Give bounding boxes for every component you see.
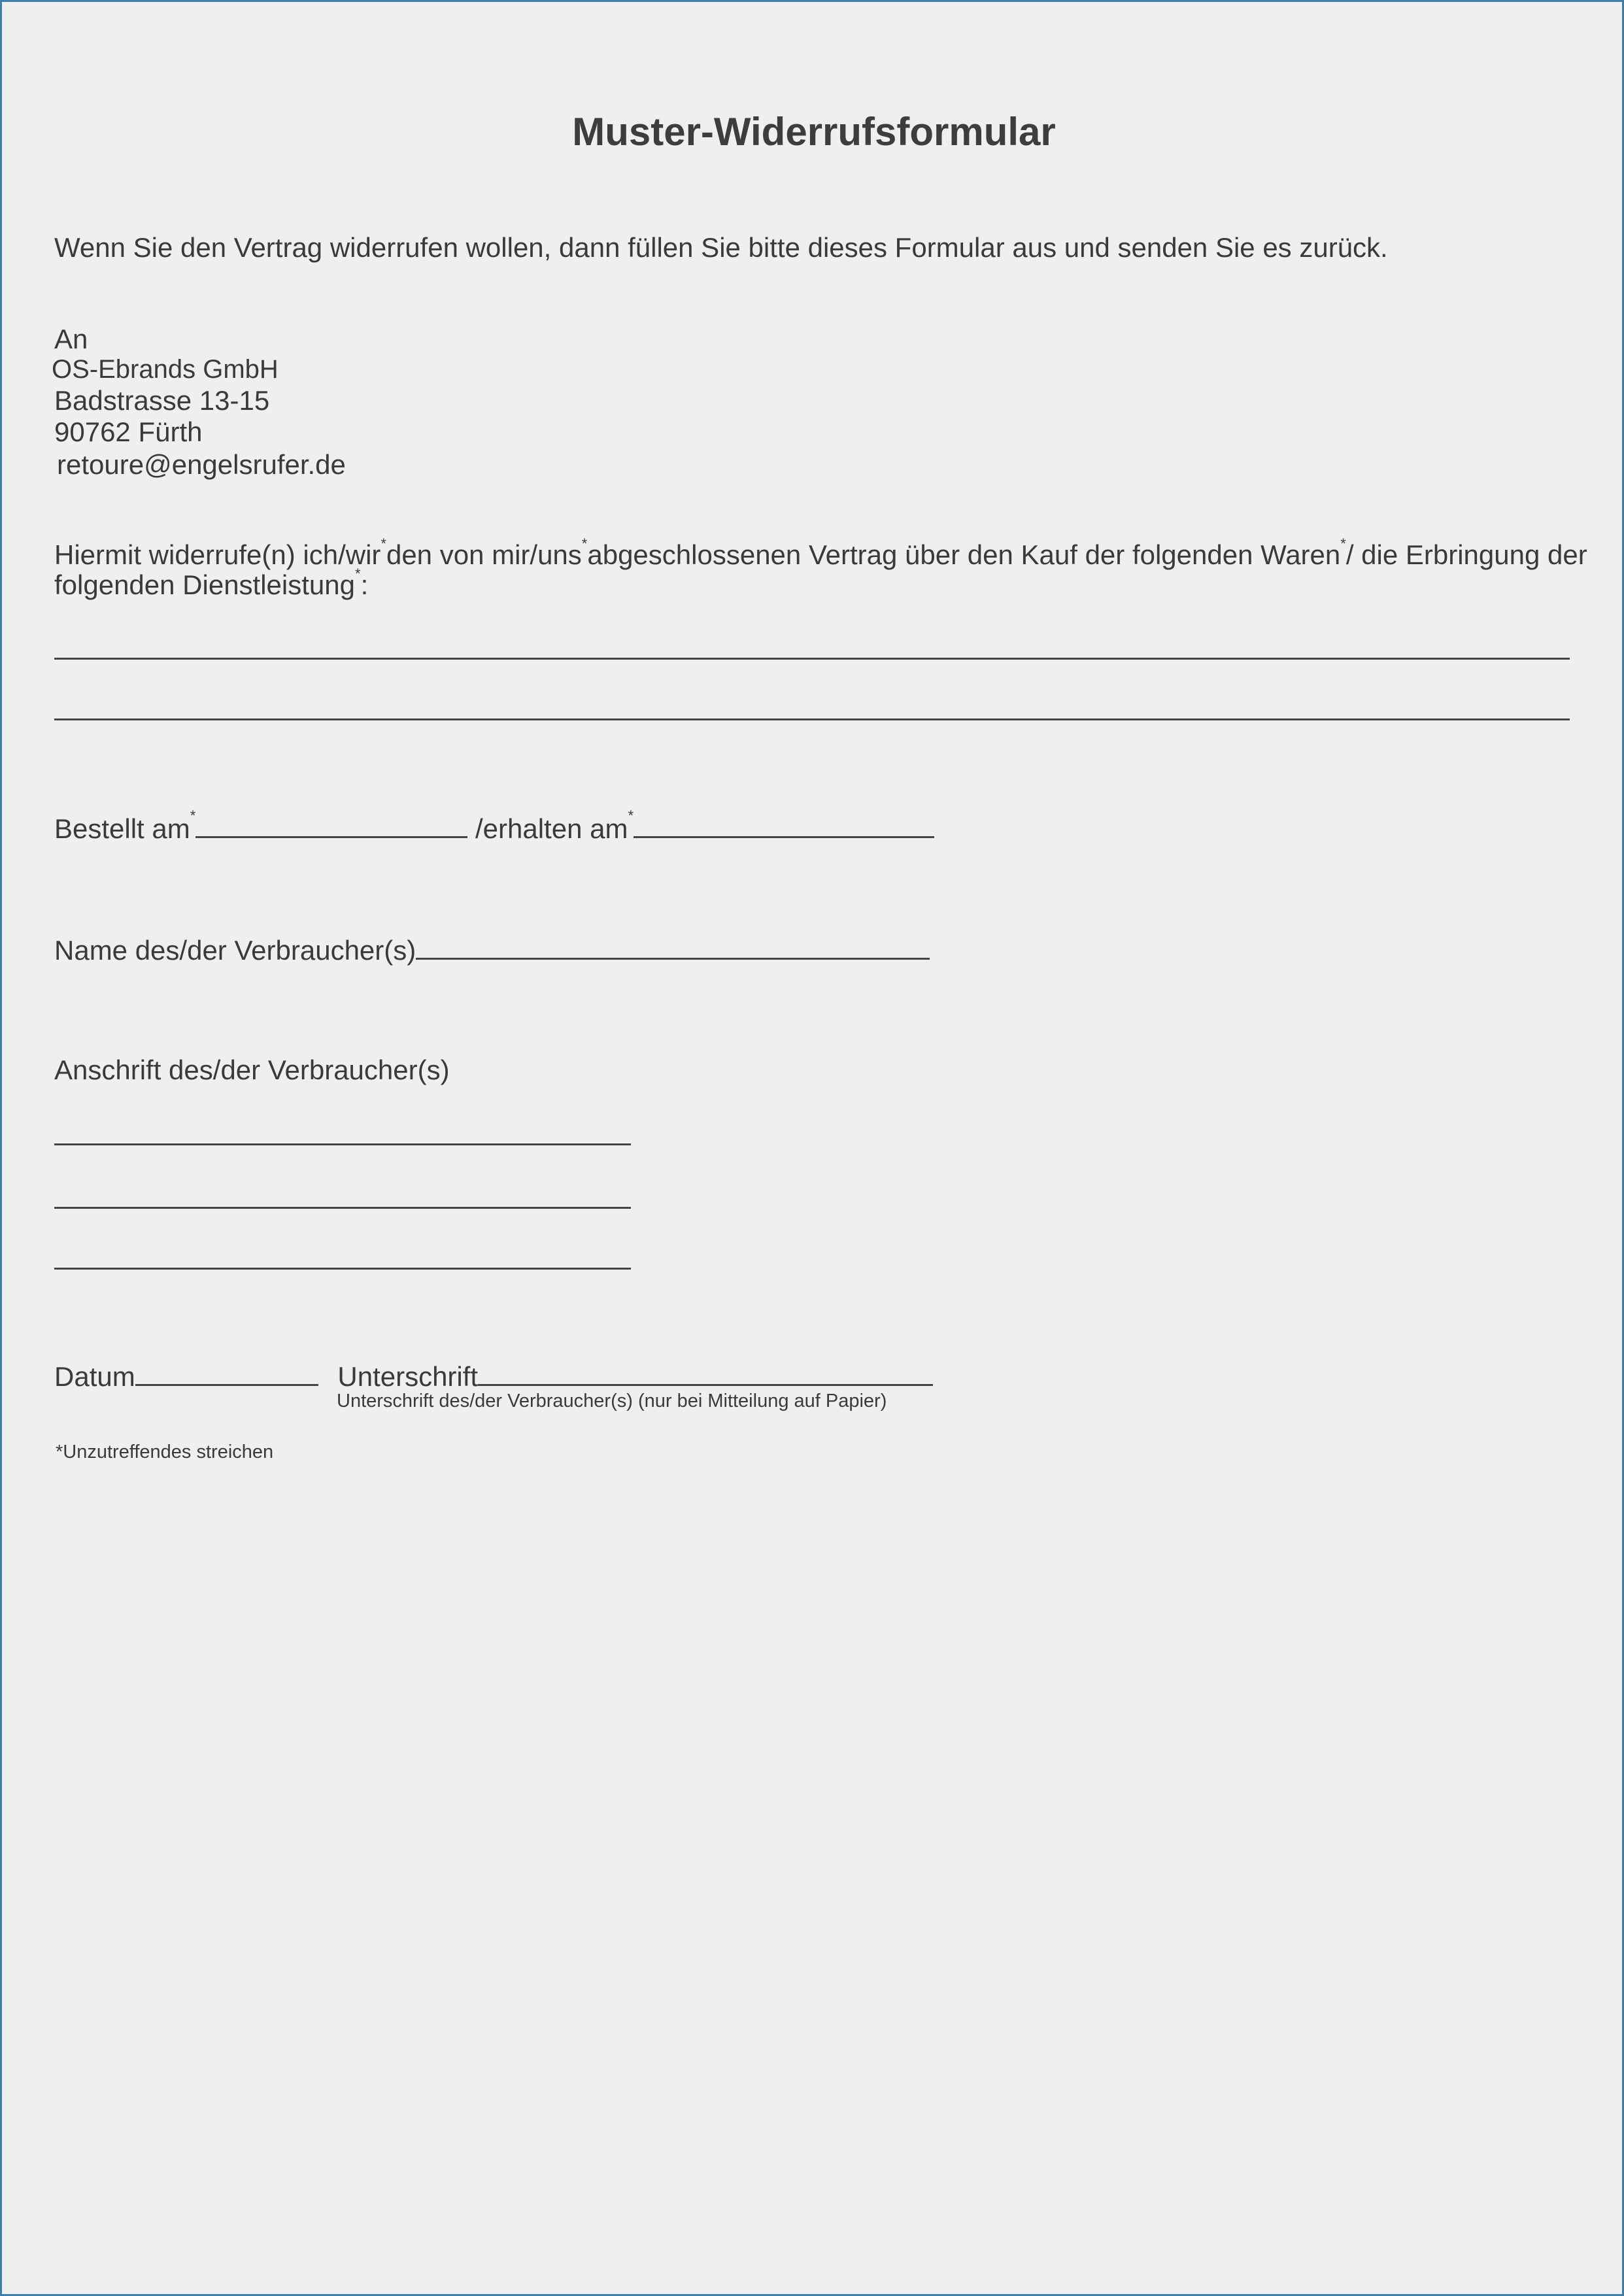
signature-caption: Unterschrift des/der Verbraucher(s) (nur bei Mitteilung auf Papier) bbox=[337, 1391, 887, 1411]
goods-line-2[interactable] bbox=[54, 718, 1570, 720]
recipient-street: Badstrasse 13-15 bbox=[54, 385, 270, 416]
asterisk-mark: * bbox=[1340, 535, 1346, 552]
received-date-field[interactable] bbox=[634, 811, 934, 838]
ordered-date-field[interactable] bbox=[195, 811, 467, 838]
asterisk-mark: * bbox=[628, 807, 634, 824]
recipient-company: OS-Ebrands GmbH bbox=[52, 355, 279, 384]
declaration-part-3: abgeschlossenen Vertrag über den Kauf der folgenden Waren bbox=[587, 539, 1341, 570]
asterisk-mark: * bbox=[581, 535, 588, 552]
declaration-part-5: folgenden Dienstleistung bbox=[54, 569, 355, 600]
footnote: *Unzutreffendes streichen bbox=[56, 1442, 274, 1462]
address-line-1[interactable] bbox=[54, 1143, 631, 1145]
date-label: Datum bbox=[54, 1361, 135, 1392]
ordered-label: Bestellt am bbox=[54, 813, 190, 844]
consumer-name-label: Name des/der Verbraucher(s) bbox=[54, 935, 416, 966]
consumer-name-field[interactable] bbox=[416, 933, 930, 960]
received-label: /erhalten am bbox=[475, 813, 628, 844]
declaration-part-2: den von mir/uns bbox=[386, 539, 582, 570]
recipient-label: An bbox=[54, 324, 88, 354]
signature-field[interactable] bbox=[478, 1359, 933, 1386]
goods-line-1[interactable] bbox=[54, 658, 1570, 660]
consumer-name-row bbox=[54, 933, 930, 966]
asterisk-mark: * bbox=[381, 535, 386, 552]
declaration-part-1: Hiermit widerrufe(n) ich/wir bbox=[54, 539, 381, 570]
address-line-2[interactable] bbox=[54, 1207, 631, 1209]
signature-row bbox=[54, 1359, 933, 1393]
page-title: Muster-Widerrufsformular bbox=[572, 110, 1056, 154]
asterisk-mark: * bbox=[355, 566, 361, 582]
date-field[interactable] bbox=[135, 1359, 318, 1386]
intro-text: Wenn Sie den Vertrag widerrufen wollen, dann füllen Sie bitte dieses Formular aus und senden Sie es zurück. bbox=[54, 232, 1388, 263]
signature-label: Unterschrift bbox=[337, 1361, 479, 1392]
recipient-email: retoure@engelsrufer.de bbox=[57, 449, 346, 480]
asterisk-mark: * bbox=[190, 807, 196, 824]
consumer-address-label: Anschrift des/der Verbraucher(s) bbox=[54, 1055, 450, 1085]
address-line-3[interactable] bbox=[54, 1268, 631, 1270]
declaration-line-2 bbox=[54, 566, 369, 601]
recipient-city: 90762 Fürth bbox=[54, 416, 203, 447]
ordered-row bbox=[54, 807, 934, 845]
declaration-part-6: : bbox=[360, 569, 369, 600]
declaration-part-4: / die Erbringung der bbox=[1345, 539, 1587, 570]
declaration-line-1 bbox=[54, 535, 1587, 571]
